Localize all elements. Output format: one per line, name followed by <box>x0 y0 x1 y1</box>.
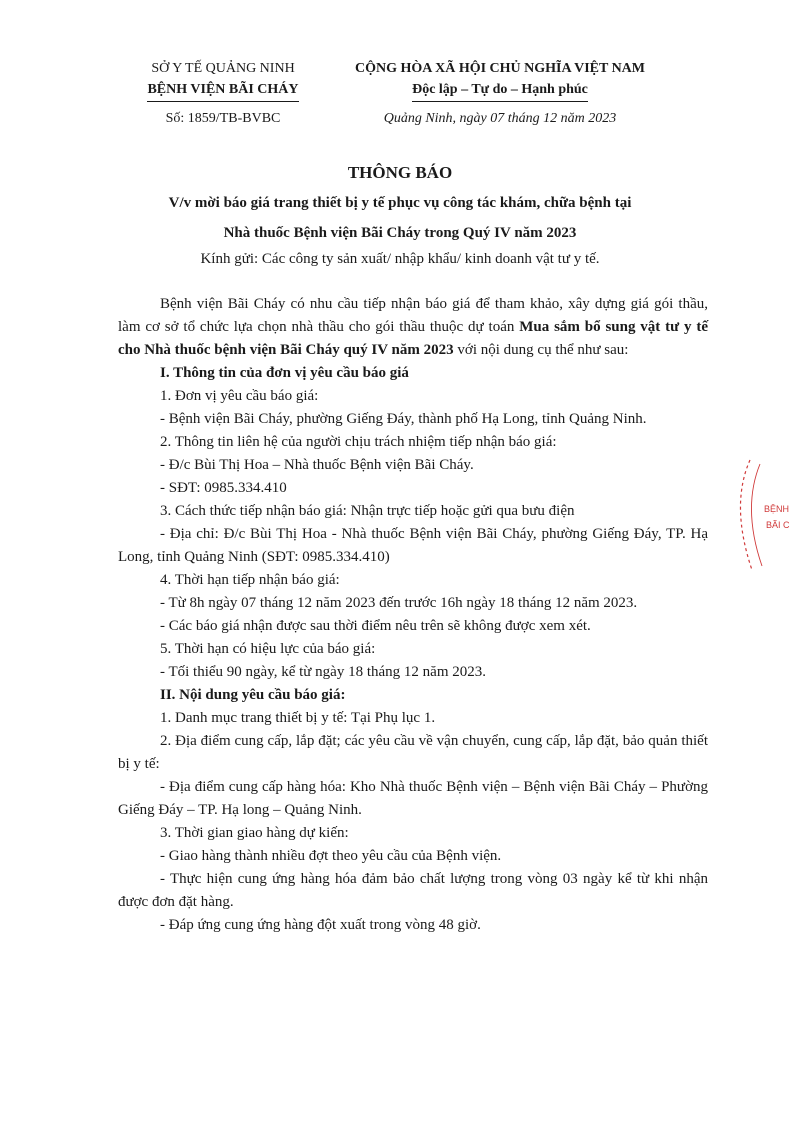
body-line: 1. Đơn vị yêu cầu báo giá: <box>160 388 319 404</box>
body-line: - Tối thiểu 90 ngày, kể từ ngày 18 tháng 12 năm 2023. <box>160 664 486 680</box>
document-title: THÔNG BÁO <box>347 163 453 182</box>
place-and-date: Quảng Ninh, ngày 07 tháng 12 năm 2023 <box>383 111 617 126</box>
department-name: SỞ Y TẾ QUẢNG NINH <box>151 61 295 76</box>
document-subject-line-1: V/v mời báo giá trang thiết bị y tế phục vụ công tác khám, chữa bệnh tại <box>168 195 632 211</box>
body-lines <box>118 362 708 937</box>
body-line: - Đáp ứng cung ứng hàng đột xuất trong vòng 48 giờ. <box>160 917 481 933</box>
body-line: - Đ/c Bùi Thị Hoa – Nhà thuốc Bệnh viện Bãi Cháy. <box>160 457 474 473</box>
issuing-agency-block <box>118 58 328 129</box>
body-line: 5. Thời hạn có hiệu lực của báo giá: <box>160 641 376 657</box>
document-number: Số: 1859/TB-BVBC <box>165 111 281 126</box>
body-line: - Các báo giá nhận được sau thời điểm nêu trên sẽ không được xem xét. <box>160 618 591 634</box>
national-motto: Độc lập – Tự do – Hạnh phúc <box>335 79 665 102</box>
section-heading: I. Thông tin của đơn vị yêu cầu báo giá <box>160 365 409 381</box>
nation-name: CỘNG HÒA XÃ HỘI CHỦ NGHĨA VIỆT NAM <box>354 61 645 76</box>
intro-paragraph: Bệnh viện Bãi Cháy có nhu cầu tiếp nhận báo giá để tham khảo, xây dựng giá gói thầu, làm cơ sở tổ chức lựa chọn nhà thầu cho gói thầu thuộc dự toán Mua sắm bổ sung vật tư y tế cho Nhà thuốc bệnh viện Bãi Cháy quý IV năm 2023 với nội dung cụ thể như sau: <box>118 296 708 358</box>
body-line: - Địa điểm cung cấp hàng hóa: Kho Nhà thuốc Bệnh viện – Bệnh viện Bãi Cháy – Phường Giếng Đáy – TP. Hạ long – Quảng Ninh. <box>118 779 708 818</box>
body-line: - Thực hiện cung ứng hàng hóa đảm bảo chất lượng trong vòng 03 ngày kể từ khi nhận được đơn đặt hàng. <box>118 871 708 910</box>
body-line: 4. Thời hạn tiếp nhận báo giá: <box>160 572 340 588</box>
body-line: - Từ 8h ngày 07 tháng 12 năm 2023 đến trước 16h ngày 18 tháng 12 năm 2023. <box>160 595 638 611</box>
body-line: - Bệnh viện Bãi Cháy, phường Giếng Đáy, thành phố Hạ Long, tỉnh Quảng Ninh. <box>160 411 647 427</box>
red-seal-stamp <box>710 450 800 590</box>
stamp-text-1: BỆNH <box>764 504 790 514</box>
body-line: - Địa chỉ: Đ/c Bùi Thị Hoa - Nhà thuốc Bệnh viện Bãi Cháy, phường Giếng Đáy, TP. Hạ Long, tỉnh Quảng Ninh (SĐT: 0985.334.410) <box>118 526 708 565</box>
body-line: - Giao hàng thành nhiều đợt theo yêu cầu của Bệnh viện. <box>160 848 502 864</box>
body-line: 1. Danh mục trang thiết bị y tế: Tại Phụ lục 1. <box>160 710 436 726</box>
body-line: 2. Thông tin liên hệ của người chịu trách nhiệm tiếp nhận báo giá: <box>160 434 557 450</box>
body-line: 3. Thời gian giao hàng dự kiến: <box>160 825 349 841</box>
body-line: 3. Cách thức tiếp nhận báo giá: Nhận trực tiếp hoặc gửi qua bưu điện <box>160 503 575 519</box>
body-line: - SĐT: 0985.334.410 <box>160 480 287 496</box>
stamp-text-2: BÃI C <box>766 520 790 530</box>
document-body <box>118 293 708 937</box>
section-heading: II. Nội dung yêu cầu báo giá: <box>160 687 346 703</box>
body-line: 2. Địa điểm cung cấp, lắp đặt; các yêu cầu về vận chuyển, cung cấp, lắp đặt, bảo quản thiết bị y tế: <box>118 733 708 772</box>
recipient-line: Kính gửi: Các công ty sản xuất/ nhập khẩu/ kinh doanh vật tư y tế. <box>200 251 600 267</box>
hospital-name: BỆNH VIỆN BÃI CHÁY <box>118 79 328 102</box>
national-header-block <box>335 58 665 129</box>
document-subject-line-2: Nhà thuốc Bệnh viện Bãi Cháy trong Quý IV năm 2023 <box>223 225 577 241</box>
